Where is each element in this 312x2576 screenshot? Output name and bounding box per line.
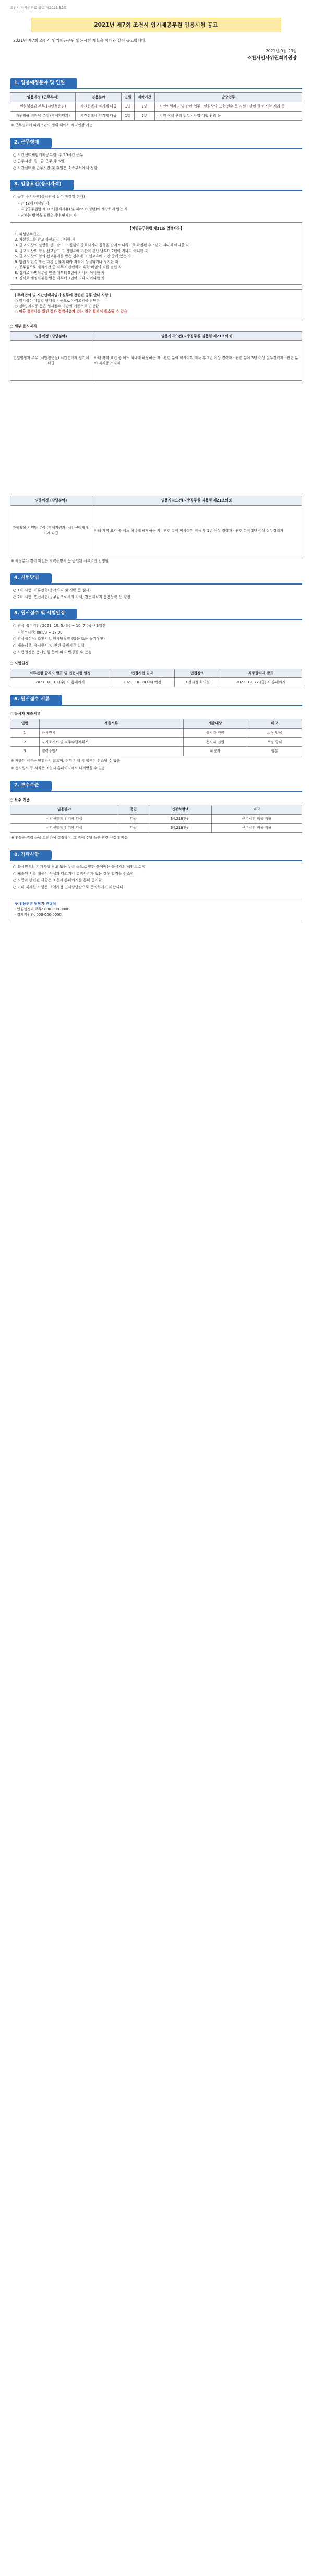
table-cell: 2년 xyxy=(134,111,154,121)
table-cell: 시간선택제 임기제 다급 xyxy=(76,102,122,111)
qualification-table-2 xyxy=(10,496,302,556)
table-cell: 1명 xyxy=(122,111,135,121)
box-line: 4. 금고 이상의 형을 선고받고 그 집행유예 기간이 끝난 날부터 2년이 지나지 아니한 자 xyxy=(15,248,148,253)
table-header: 연봉하한액 xyxy=(149,805,212,815)
table-row xyxy=(10,824,302,833)
section-rule xyxy=(10,148,302,149)
table-header: 임용자격요건(지방공무원 임용령 제21조의3) xyxy=(92,496,302,506)
table-header: 인원 xyxy=(122,93,135,102)
table-header: 임용분야 xyxy=(76,93,122,102)
box-line: ○ 경력, 자격증 등은 원서접수 마감일 기준으로 인정함 xyxy=(15,304,99,308)
table-cell: 34,218천원 xyxy=(149,824,212,833)
qualification-table-1 xyxy=(10,331,302,381)
list-item: ○ 공통 응시자격(응시원서 접수 마감일 현재) xyxy=(13,194,85,199)
table-header: 임용자격요건(지방공무원 임용령 제21조의3) xyxy=(92,331,302,341)
box-line: 2. 파산선고를 받고 복권되지 아니한 자 xyxy=(15,237,75,242)
section-rule xyxy=(10,190,302,191)
section-rule xyxy=(10,583,302,585)
table-note: ※ 연봉은 경력 등을 고려하여 결정하며, 그 밖에 수당 등은 관련 규정에 따름 xyxy=(11,836,128,840)
list-item: - 만 18세 이상인 자 xyxy=(18,201,50,206)
table-cell: 소정 양식 xyxy=(247,737,302,747)
table-header: 임용예정 (담당분야) xyxy=(10,331,92,341)
documents-table xyxy=(10,719,302,756)
table-cell: 민원행정과 주무 (시민청운팀) 시간선택제 임기제 다급 xyxy=(10,341,92,381)
section-rule xyxy=(10,619,302,620)
list-item: - 접수시간: 09:00 ~ 18:00 xyxy=(18,630,63,635)
table-row xyxy=(10,341,302,381)
table-cell: 원본 xyxy=(247,747,302,756)
list-item: ○ 기타 자세한 사항은 조천시청 인사담당관으로 문의하시기 바랍니다. xyxy=(13,885,125,890)
table-note: ※ 근무성과에 따라 5년의 범위 내에서 계약연장 가능 xyxy=(11,123,93,128)
table-header: 제출서류 xyxy=(39,719,183,729)
table-header: 계약기간 xyxy=(134,93,154,102)
salary-table xyxy=(10,805,302,833)
notice-title: 2021년 제7회 조천시 임기제공무원 임용시험 공고 xyxy=(31,18,281,32)
table-header: 제출대상 xyxy=(183,719,247,729)
table-row xyxy=(10,678,302,687)
table-header: 서류전형 합격자 발표 및 면접시험 일정 xyxy=(10,669,110,678)
table-cell: 아래 자격 요건 중 어느 하나에 해당하는 자 · 관련 분야 학사학위 취득 후 1년 이상 경력자 · 관련 분야 3년 이상 실무경력자 xyxy=(92,505,302,556)
table-cell: 조천시청 회의실 xyxy=(175,678,220,687)
table-cell: 34,218천원 xyxy=(149,814,212,824)
notice-number: 조천시 인사위원회 공고 제2021-52호 xyxy=(10,6,67,10)
box-line: ○ 임용 결격사유 확인 결과 결격사유가 있는 경우 합격이 취소될 수 있음 xyxy=(15,309,127,314)
table-cell: 다급 xyxy=(118,824,149,833)
list-item: ○ 제출된 서류 내용이 사실과 다르거나 결격사유가 있는 경우 합격을 취소함 xyxy=(13,872,134,876)
subsection-title: ○ 시험일정 xyxy=(10,661,29,665)
list-item: ○ 근무시간: 월~금 근무(주 5일) xyxy=(13,159,66,164)
table-header: 면접장소 xyxy=(175,669,220,678)
section-rule xyxy=(10,88,302,89)
intro-text: 2021년 제7회 조천시 임기제공무원 임용시험 계획을 아래와 같이 공고합니다. xyxy=(13,38,147,43)
contact-line: · 민원행정과 주무: 000-000-0000 xyxy=(15,907,70,912)
table-cell: 2021. 10. 20.(수) 예정 xyxy=(110,678,175,687)
table-header: 최종합격자 발표 xyxy=(220,669,302,678)
list-item: ○ 원서접수처: 조천시청 인사담당관 (방문 또는 등기우편) xyxy=(13,637,105,641)
table-cell: 시간선택제 임기제 다급 xyxy=(10,814,118,824)
table-row xyxy=(10,747,302,756)
list-item: ○ 원서 접수기간: 2021. 10. 5.(화) ~ 10. 7.(목) / 3일간 xyxy=(13,623,106,628)
table-note: ※ 응시원서 등 서식은 조천시 홈페이지에서 내려받을 수 있음 xyxy=(11,766,105,771)
box-line: 1. 피성년후견인 xyxy=(15,232,40,236)
contact-box xyxy=(10,898,302,922)
section-5-heading: 5. 원서접수 및 시험일정 xyxy=(10,609,77,619)
table-row xyxy=(10,814,302,824)
table-header: 비고 xyxy=(247,719,302,729)
section-8-heading: 8. 기타사항 xyxy=(10,850,52,861)
list-item: ○ 시간선택제임기제공무원: 주 20시간 근무 xyxy=(13,152,83,157)
section-4-heading: 4. 시험방법 xyxy=(10,573,52,583)
list-item: ○ 시험과 관련된 사항은 조천시 홈페이지를 통해 공지함 xyxy=(13,878,102,883)
table-row xyxy=(10,111,302,121)
table-cell: 민원행정과 주무 (시민청운팀) xyxy=(10,102,76,111)
recruitment-table xyxy=(10,92,302,121)
table-header: 임용분야 xyxy=(10,805,118,815)
table-cell: 2021. 10. 22.(금) 시 홈페이지 xyxy=(220,678,302,687)
table-cell: 응시자 전원 xyxy=(183,728,247,737)
notice-date: 2021년 9월 23일 xyxy=(266,48,297,53)
list-item: - 남자는 병역을 필하였거나 면제된 자 xyxy=(18,213,77,218)
box-line: 5. 금고 이상의 형의 선고유예를 받은 경우에 그 선고유예 기간 중에 있는 자 xyxy=(15,254,131,259)
table-cell: 응시원서 xyxy=(39,728,183,737)
section-3-heading: 3. 임용요건(응시자격) xyxy=(10,180,74,190)
list-item: ○ 2차 시험: 면접시험(공무원으로서의 자세, 전문지식과 응용능력 등 평정) xyxy=(13,595,132,600)
table-cell: 자원활용 지원팀 분야 (경제지원과) xyxy=(10,111,76,121)
table-cell: 2년 xyxy=(134,102,154,111)
list-item: ○ 응시원서의 기재사항 착오 또는 누락 등으로 인한 불이익은 응시자의 책임으로 함 xyxy=(13,865,146,869)
disqualification-box xyxy=(10,222,302,284)
contact-line: · 경제지원과: 000-000-0000 xyxy=(15,912,62,917)
section-1-heading: 1. 임용예정분야 및 인원 xyxy=(10,78,77,89)
list-item: - 지방공무원법 제31조(결격사유) 및 제66조(정년)에 해당하지 않는 자 xyxy=(18,207,128,212)
box-title: 【지방공무원법 제31조 결격사유】 xyxy=(128,226,184,231)
table-header: 임용예정 (근무부서) xyxy=(10,93,76,102)
table-header: 연번 xyxy=(10,719,40,729)
table-cell: 응시자 전원 xyxy=(183,737,247,747)
subsection-title: ○ 세부 응시자격 xyxy=(10,324,37,328)
table-cell: 자원활용 지원팀 분야 (경제지원과) 시간선택제 임기제 다급 xyxy=(10,505,92,556)
notice-page xyxy=(10,0,302,932)
table-cell: 아래 자격 요건 중 어느 하나에 해당하는 자 · 관련 분야 학사학위 취득 후 1년 이상 경력자 · 관련 분야 3년 이상 실무경력자 · 관련 분야 자격증 소지자 xyxy=(92,341,302,381)
table-cell: 해당자 xyxy=(183,747,247,756)
box-line: 8. 징계로 파면처분을 받은 때부터 5년이 지나지 아니한 자 xyxy=(15,270,105,275)
box-line: 6. 법원의 판결 또는 다른 법률에 따라 자격이 상실되거나 정지된 자 xyxy=(15,259,118,264)
table-header: 담당업무 xyxy=(154,93,302,102)
subsection-title: ○ 보수 기준 xyxy=(10,797,30,802)
table-row xyxy=(10,505,302,556)
table-header: 등급 xyxy=(118,805,149,815)
table-note: ※ 제출된 서류는 반환하지 않으며, 허위 기재 시 합격이 취소될 수 있음 xyxy=(11,758,120,763)
table-row xyxy=(10,728,302,737)
table-header: 비고 xyxy=(212,805,302,815)
table-cell: 소정 양식 xyxy=(247,728,302,737)
section-7-heading: 7. 보수수준 xyxy=(10,781,52,791)
section-6-heading: 6. 원서접수 서류 xyxy=(10,695,62,705)
box-line: 3. 금고 이상의 실형을 선고받고 그 집행이 종료되거나 집행을 받지 아니하기로 확정된 후 5년이 지나지 아니한 자 xyxy=(15,243,189,248)
issuer-name: 조천시인사위원회위원장 xyxy=(247,55,297,61)
table-header: 면접시험 일자 xyxy=(110,669,175,678)
table-cell: 근무시간 비율 적용 xyxy=(212,814,302,824)
table-row xyxy=(10,737,302,747)
table-cell: 3 xyxy=(10,747,40,756)
schedule-table xyxy=(10,669,302,687)
box-line: 7. 공무원으로 재직기간 중 직무와 관련하여 횡령·배임의 죄를 범한 자 xyxy=(15,265,122,270)
table-cell: 1 xyxy=(10,728,40,737)
section-rule xyxy=(10,860,302,861)
list-item: ○ 시험일정은 응시인원 등에 따라 변경될 수 있음 xyxy=(13,650,92,654)
list-item: ○ 제출서류: 응시원서 및 관련 증빙서류 일체 xyxy=(13,643,85,648)
box-line: ○ 원서접수 마감일 현재를 기준으로 자격요건을 판단함 xyxy=(15,299,100,303)
blank-area xyxy=(10,381,302,496)
subsection-title: ○ 응시자 제출서류 xyxy=(10,711,41,716)
section-rule xyxy=(10,705,302,706)
common-notice-box xyxy=(10,289,302,318)
table-cell: 1명 xyxy=(122,102,135,111)
box-line: 9. 징계로 해임처분을 받은 때부터 3년이 지나지 아니한 자 xyxy=(15,276,105,281)
list-item: ○ 1차 시험: 서류전형(응시자격 및 경력 등 심사) xyxy=(13,588,91,593)
table-cell: · 지원 정책 관리 업무 · 사업 이행 관리 등 xyxy=(154,111,302,121)
table-cell: 시간선택제 임기제 다급 xyxy=(76,111,122,121)
table-cell: 2 xyxy=(10,737,40,747)
table-cell: 자기소개서 및 직무수행계획서 xyxy=(39,737,183,747)
table-row xyxy=(10,102,302,111)
table-header: 임용예정 (담당분야) xyxy=(10,496,92,506)
table-cell: · 시민민원처리 및 관련 업무 · 민원상담·고충 전수 등 지원 · 관련 행정 사항 처리 등 xyxy=(154,102,302,111)
table-note: ※ 해당분야 경력 확인은 경력증명서 등 공인된 서류로만 인정함 xyxy=(11,558,109,563)
table-cell: 경력증명서 xyxy=(39,747,183,756)
contact-title: ※ 임용관련 담당자 연락처 xyxy=(15,901,56,906)
section-2-heading: 2. 근무형태 xyxy=(10,138,52,148)
section-rule xyxy=(10,791,302,792)
table-cell: 근무시간 비율 적용 xyxy=(212,824,302,833)
table-cell: 시간선택제 임기제 다급 xyxy=(10,824,118,833)
table-cell: 2021. 10. 13.(수) 시 홈페이지 xyxy=(10,678,110,687)
list-item: ○ 시간선택제 근무시간 및 휴일은 소속부서에서 정함 xyxy=(13,166,98,171)
table-cell: 다급 xyxy=(118,814,149,824)
box-line: [ 주택법의 및 시간선택제임기 실무에 관련된 공통 안내 사항 ] xyxy=(15,293,112,297)
